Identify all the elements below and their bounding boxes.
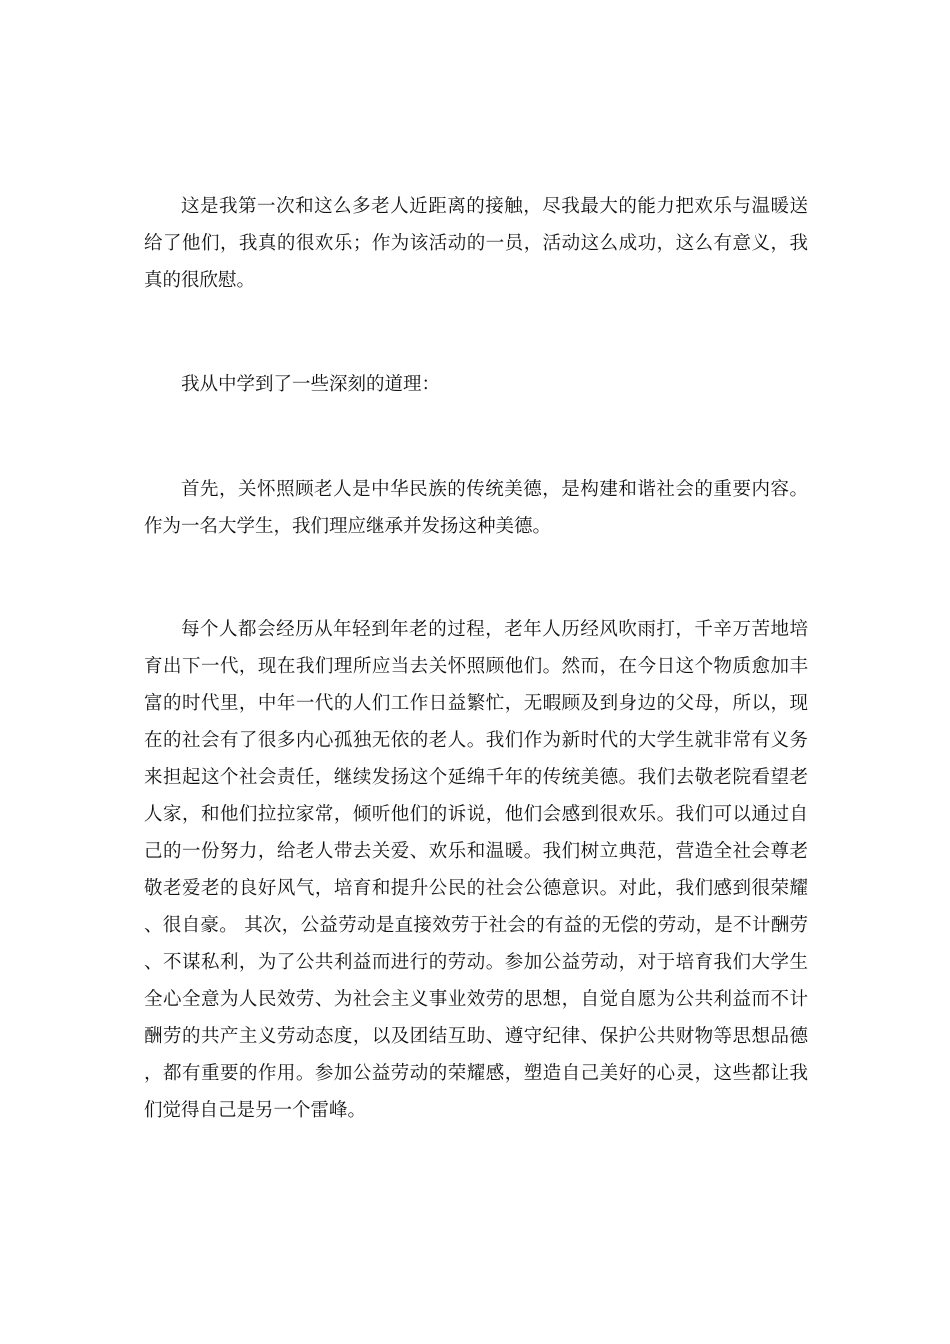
paragraph-lessons-intro: 我从中学到了一些深刻的道理： — [181, 374, 441, 395]
paragraph-first-point: 首先，关怀照顾老人是中华民族的传统美德，是构建和谐社会的重要内容。作为一名大学生，我们理应继承并发扬这种美德。 — [144, 479, 808, 537]
paragraph-main-body: 每个人都会经历从年轻到年老的过程，老年人历经风吹雨打，千辛万苦地培育出下一代，现在我们理所应当去关怀照顾他们。然而，在今日这个物质愈加丰富的时代里，中年一代的人们工作日益繁忙，无暇顾及到身边的父母，所以，现在的社会有了很多内心孤独无依的老人。我们作为新时代的大学生就非常有义务来担起这个社会责任，继续发扬这个延绵千年的传统美德。我们去敬老院看望老人家，和他们拉拉家常，倾听他们的诉说，他们会感到很欢乐。我们可以通过自己的一份努力，给老人带去关爱、欢乐和温暖。我们树立典范，营造全社会尊老敬老爱老的良好风气，培育和提升公民的社会公德意识。对此，我们感到很荣耀、很自豪。 其次，公益劳动是直接效劳于社会的有益的无偿的劳动，是不计酬劳、不谋私利，为了公共利益而进行的劳动。参加公益劳动，对于培育我们大学生全心全意为人民效劳、为社会主义事业效劳的思想，自觉自愿为公共利益而不计酬劳的共产主义劳动态度，以及团结互助、遵守纪律、保护公共财物等思想品德，都有重要的作用。参加公益劳动的荣耀感，塑造自己美好的心灵，这些都让我们觉得自己是另一个雷峰。 — [144, 619, 808, 1121]
paragraph-first-contact: 这是我第一次和这么多老人近距离的接触，尽我最大的能力把欢乐与温暖送给了他们，我真的很欢乐；作为该活动的一员，活动这么成功，这么有意义，我真的很欣慰。 — [144, 196, 808, 291]
